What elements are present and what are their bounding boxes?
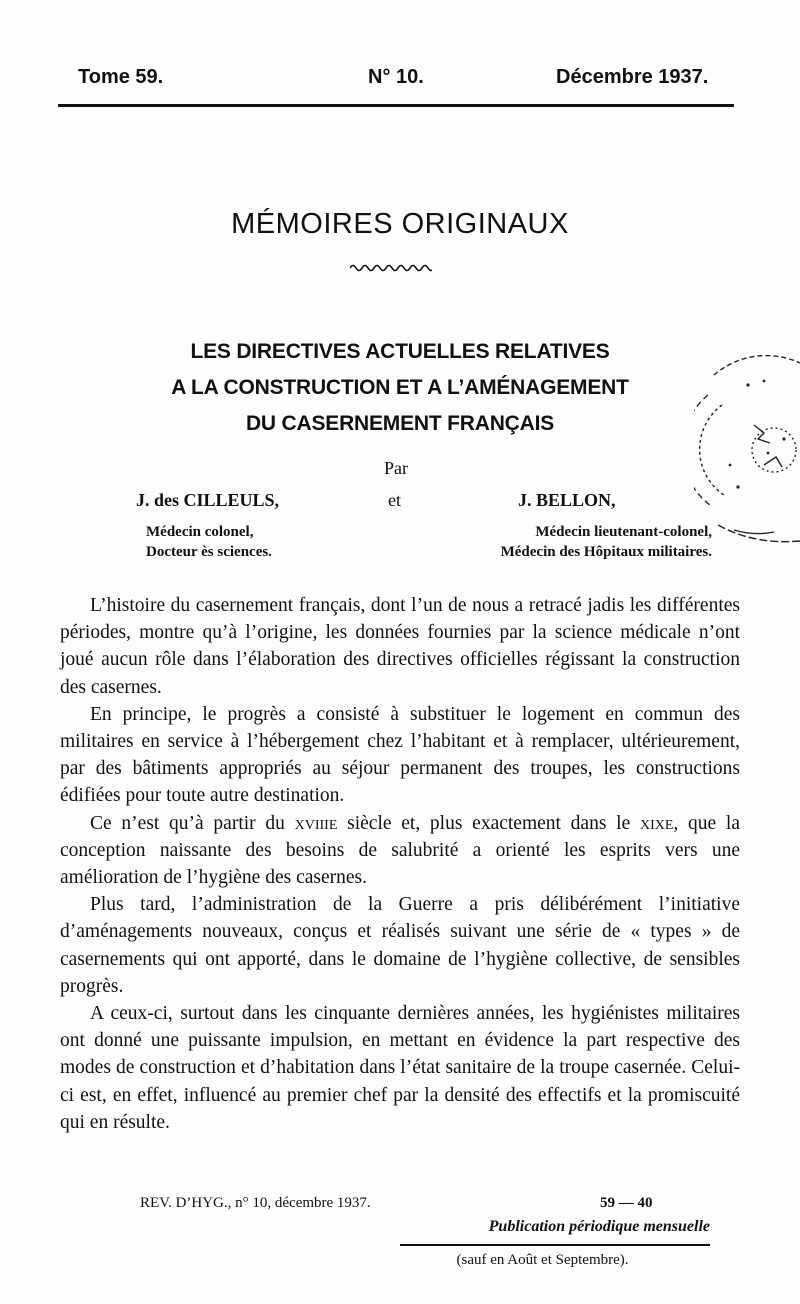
author-2-title: Médecin lieutenant-colonel,	[535, 524, 712, 540]
century-18: xviiie	[294, 812, 338, 834]
volume-label: Tome 59.	[78, 66, 164, 88]
publication-note: (sauf en Août et Septembre).	[456, 1252, 629, 1268]
library-stamp	[694, 355, 800, 545]
publication-frequency: Publication périodique mensuelle	[488, 1218, 710, 1235]
body-paragraph-3-part-1: Ce n’est qu’à partir du	[90, 812, 295, 834]
author-2-name: J. BELLON,	[518, 490, 616, 510]
body-paragraph-3	[60, 810, 740, 892]
author-2-position: Médecin des Hôpitaux militaires.	[500, 544, 712, 560]
author-1-affiliation	[146, 522, 316, 562]
article-title-line-1: LES DIRECTIVES ACTUELLES RELATIVES	[190, 340, 610, 363]
body-paragraph-3-part-3: , que la conception naissante des besoins de salubrité a orienté les esprits vers une amélioration de l’hygiène des casernes.	[60, 812, 740, 889]
author-1-degree: Docteur ès sciences.	[146, 544, 272, 560]
body-paragraph-2: En principe, le progrès a consisté à substituer le logement en commun des militaires en service à l’hébergement chez l’habitant et à remplacer, ultérieurement, par des bâtiments appropriés au séjour permanent des troupes, les constructions édifiées pour toute autre destination.	[60, 703, 740, 807]
body-paragraph-3-part-2: siècle et, plus exactement dans le	[337, 812, 640, 834]
author-2-affiliation	[442, 522, 712, 562]
body-paragraph-1: L’histoire du casernement français, dont l’un de nous a retracé jadis les différentes périodes, montre qu’à l’origine, les données fournies par la science médicale n’ont joué aucun rôle dans l’élaboration des directives officielles régissant la construction des casernes.	[60, 595, 740, 698]
issue-number: N° 10.	[368, 66, 424, 88]
article-body	[60, 592, 740, 1136]
issue-date: Décembre 1937.	[556, 66, 709, 88]
ornament-wave	[350, 262, 432, 272]
body-paragraph-5: A ceux-ci, surtout dans les cinquante dernières années, les hygiénistes militaires ont donné une puissante impulsion, en mettant en évidence la part respective des modes de construction et d’habitation dans l’état sanitaire de la troupe casernée. Celui-ci est, en effet, influencé au premier chef par la densité des effectifs et la promiscuité qui en résulte.	[60, 1003, 740, 1133]
article-title-line-2: A LA CONSTRUCTION ET A L’AMÉNAGEMENT	[171, 376, 629, 399]
author-1-name: J. des CILLEULS,	[136, 490, 280, 510]
century-19: xixe	[639, 812, 674, 834]
body-paragraph-4: Plus tard, l’administration de la Guerre a pris délibérément l’initiative d’aménagements nouveaux, conçus et réalisés suivant une série de « types » de casernements qui ont apporté, dans le domaine de l’hygiène collective, de sensibles progrès.	[60, 894, 740, 997]
page-numbers: 59 — 40	[600, 1195, 653, 1211]
author-1-title: Médecin colonel,	[146, 524, 254, 540]
article-title-line-3: DU CASERNEMENT FRANÇAIS	[245, 412, 555, 435]
publication-rule	[400, 1244, 710, 1246]
section-title: MÉMOIRES ORIGINAUX	[231, 208, 569, 240]
journal-reference: REV. D’HYG., n° 10, décembre 1937.	[140, 1195, 371, 1211]
header-rule	[58, 104, 734, 107]
byline-par: Par	[384, 458, 408, 478]
byline-et: et	[388, 490, 401, 510]
